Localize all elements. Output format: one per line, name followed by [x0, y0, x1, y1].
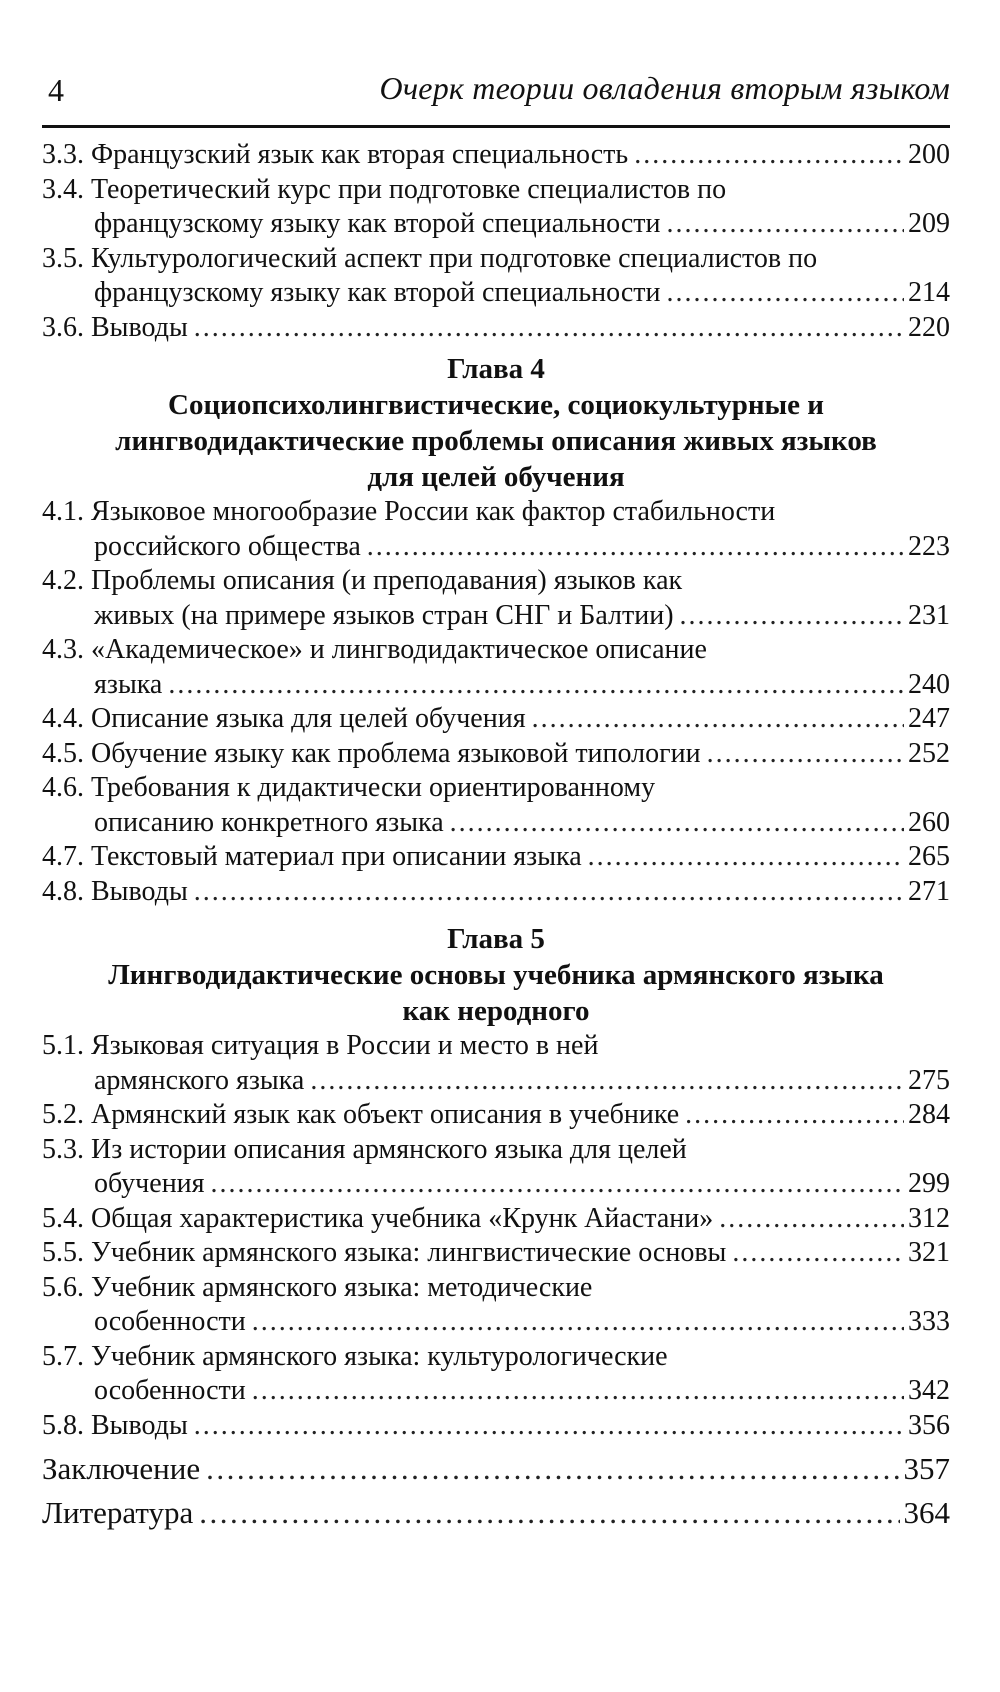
- toc-page-number: 220: [908, 311, 950, 343]
- table-of-contents: [42, 138, 950, 1535]
- toc-page-number: 299: [908, 1168, 950, 1199]
- toc-entry-3-5[interactable]: [42, 242, 950, 311]
- toc-page-number: 200: [908, 139, 950, 170]
- running-head: [42, 0, 950, 128]
- running-title: Очерк теории овладения вторым языком: [379, 70, 950, 106]
- book-page: [42, 0, 950, 1535]
- dot-leader: [685, 1098, 904, 1133]
- toc-entry-4-3[interactable]: [42, 633, 950, 702]
- chapter-4-heading: [42, 351, 950, 495]
- toc-page-number: 342: [908, 1375, 950, 1406]
- dot-leader: [667, 276, 905, 311]
- chapter-number: Глава 5: [447, 923, 545, 955]
- toc-page-number: 231: [908, 599, 950, 631]
- toc-page-number: 260: [908, 806, 950, 838]
- toc-page-number: 252: [908, 737, 950, 769]
- toc-page-number: 240: [908, 668, 950, 700]
- toc-entry-3-3[interactable]: [42, 138, 950, 173]
- toc-entry-label: 3.5. Культурологический аспект при подготовке специалистов по: [42, 242, 818, 274]
- toc-page-number: 356: [908, 1409, 950, 1441]
- toc-page-number: 284: [908, 1099, 950, 1130]
- toc-entry-label-cont: французскому языку как второй специальности: [94, 277, 661, 308]
- dot-leader: [367, 530, 904, 565]
- dot-leader: [719, 1202, 904, 1237]
- toc-entry-4-5[interactable]: [42, 737, 950, 772]
- toc-page-number: 209: [908, 208, 950, 239]
- toc-entry-5-4[interactable]: [42, 1202, 950, 1237]
- toc-entry-4-2[interactable]: [42, 564, 950, 633]
- toc-entry-5-2[interactable]: [42, 1098, 950, 1133]
- dot-leader: [680, 599, 904, 634]
- toc-entry-label: 3.6. Выводы: [42, 311, 188, 343]
- chapter-title-line: лингводидактические проблемы описания живых языков: [115, 425, 877, 457]
- toc-entry-label-cont: описанию конкретного языка: [94, 806, 444, 838]
- dot-leader: [206, 1447, 899, 1491]
- toc-entry-3-4[interactable]: [42, 173, 950, 242]
- toc-entry-label: 5.3. Из истории описания армянского языка для целей: [42, 1133, 687, 1165]
- toc-page-number: 271: [908, 875, 950, 907]
- toc-entry-4-6[interactable]: [42, 771, 950, 840]
- dot-leader: [532, 702, 904, 737]
- toc-entry-label: 4.2. Проблемы описания (и преподавания) языков как: [42, 565, 683, 596]
- toc-page-number: 275: [908, 1064, 950, 1096]
- toc-entry-5-3[interactable]: [42, 1133, 950, 1202]
- dot-leader: [707, 737, 904, 772]
- dot-leader: [199, 1491, 899, 1535]
- dot-leader: [310, 1064, 904, 1099]
- toc-page-number: 364: [903, 1495, 950, 1530]
- toc-entry-label: 5.2. Армянский язык как объект описания в учебнике: [42, 1099, 680, 1130]
- toc-entry-label: Заключение: [42, 1451, 201, 1486]
- chapter-title-line: Лингводидактические основы учебника армянского языка: [108, 959, 884, 991]
- dot-leader: [450, 806, 904, 841]
- toc-entry-label: 5.4. Общая характеристика учебника «Крунк Айастани»: [42, 1202, 714, 1234]
- page-number: 4: [48, 72, 64, 108]
- toc-entry-label-cont: российского общества: [94, 530, 361, 562]
- toc-page-number: 333: [908, 1306, 950, 1337]
- toc-page-number: 265: [908, 841, 950, 872]
- toc-entry-4-8[interactable]: [42, 875, 950, 910]
- toc-entry-label: 4.4. Описание языка для целей обучения: [42, 703, 526, 734]
- toc-entry-label: 5.1. Языковая ситуация в России и место в ней: [42, 1030, 599, 1061]
- dot-leader: [252, 1305, 904, 1340]
- toc-entry-label-cont: особенности: [94, 1375, 246, 1406]
- toc-entry-label-cont: особенности: [94, 1306, 246, 1337]
- dot-leader: [168, 668, 904, 703]
- toc-entry-label: 5.5. Учебник армянского языка: лингвистические основы: [42, 1237, 727, 1268]
- dot-leader: [252, 1374, 904, 1409]
- dot-leader: [194, 311, 904, 346]
- toc-entry-4-4[interactable]: [42, 702, 950, 737]
- toc-entry-literature[interactable]: [42, 1491, 950, 1535]
- chapter-title-line: как неродного: [402, 995, 590, 1027]
- toc-entry-label-cont: армянского языка: [94, 1064, 305, 1096]
- dot-leader: [194, 875, 904, 910]
- toc-entry-label: 4.5. Обучение языку как проблема языковой типологии: [42, 737, 701, 769]
- toc-entry-5-8[interactable]: [42, 1409, 950, 1444]
- toc-entry-label: 4.3. «Академическое» и лингводидактическое описание: [42, 634, 707, 665]
- dot-leader: [732, 1236, 904, 1271]
- dot-leader: [211, 1167, 904, 1202]
- toc-entry-label-cont: французскому языку как второй специальности: [94, 208, 661, 239]
- chapter-title-line: Социопсихолингвистические, социокультурные и: [168, 389, 824, 421]
- toc-page-number: 321: [908, 1237, 950, 1268]
- toc-entry-label: 3.3. Французский язык как вторая специальность: [42, 139, 629, 170]
- dot-leader: [588, 840, 904, 875]
- dot-leader: [634, 138, 904, 173]
- toc-page-number: 247: [908, 703, 950, 734]
- toc-entry-label-cont: обучения: [94, 1168, 205, 1199]
- toc-entry-4-7[interactable]: [42, 840, 950, 875]
- dot-leader: [194, 1409, 904, 1444]
- toc-entry-label-cont: живых (на примере языков стран СНГ и Балтии): [94, 599, 674, 631]
- toc-entry-label: 5.8. Выводы: [42, 1409, 188, 1441]
- toc-entry-5-7[interactable]: [42, 1340, 950, 1409]
- dot-leader: [667, 207, 905, 242]
- toc-entry-label: 4.1. Языковое многообразие России как фактор стабильности: [42, 496, 776, 527]
- toc-entry-5-6[interactable]: [42, 1271, 950, 1340]
- toc-entry-3-6[interactable]: [42, 311, 950, 346]
- chapter-5-heading: [42, 921, 950, 1029]
- chapter-title-line: для целей обучения: [367, 461, 625, 493]
- toc-entry-label: Литература: [42, 1495, 194, 1530]
- toc-page-number: 312: [908, 1202, 950, 1234]
- toc-entry-label: 5.7. Учебник армянского языка: культурологические: [42, 1340, 668, 1372]
- toc-entry-label: 4.7. Текстовый материал при описании языка: [42, 841, 582, 872]
- toc-entry-label: 3.4. Теоретический курс при подготовке специалистов по: [42, 173, 727, 205]
- toc-entry-5-1[interactable]: [42, 1029, 950, 1098]
- toc-entry-4-1[interactable]: [42, 495, 950, 564]
- toc-entry-label: 4.6. Требования к дидактически ориентированному: [42, 772, 656, 803]
- toc-page-number: 223: [908, 530, 950, 562]
- toc-entry-label-cont: языка: [94, 668, 163, 700]
- toc-entry-conclusion[interactable]: [42, 1447, 950, 1491]
- toc-entry-label: 4.8. Выводы: [42, 875, 188, 907]
- toc-page-number: 357: [903, 1451, 950, 1486]
- toc-entry-5-5[interactable]: [42, 1236, 950, 1271]
- toc-page-number: 214: [908, 277, 950, 308]
- toc-entry-label: 5.6. Учебник армянского языка: методические: [42, 1271, 593, 1303]
- chapter-number: Глава 4: [447, 353, 545, 385]
